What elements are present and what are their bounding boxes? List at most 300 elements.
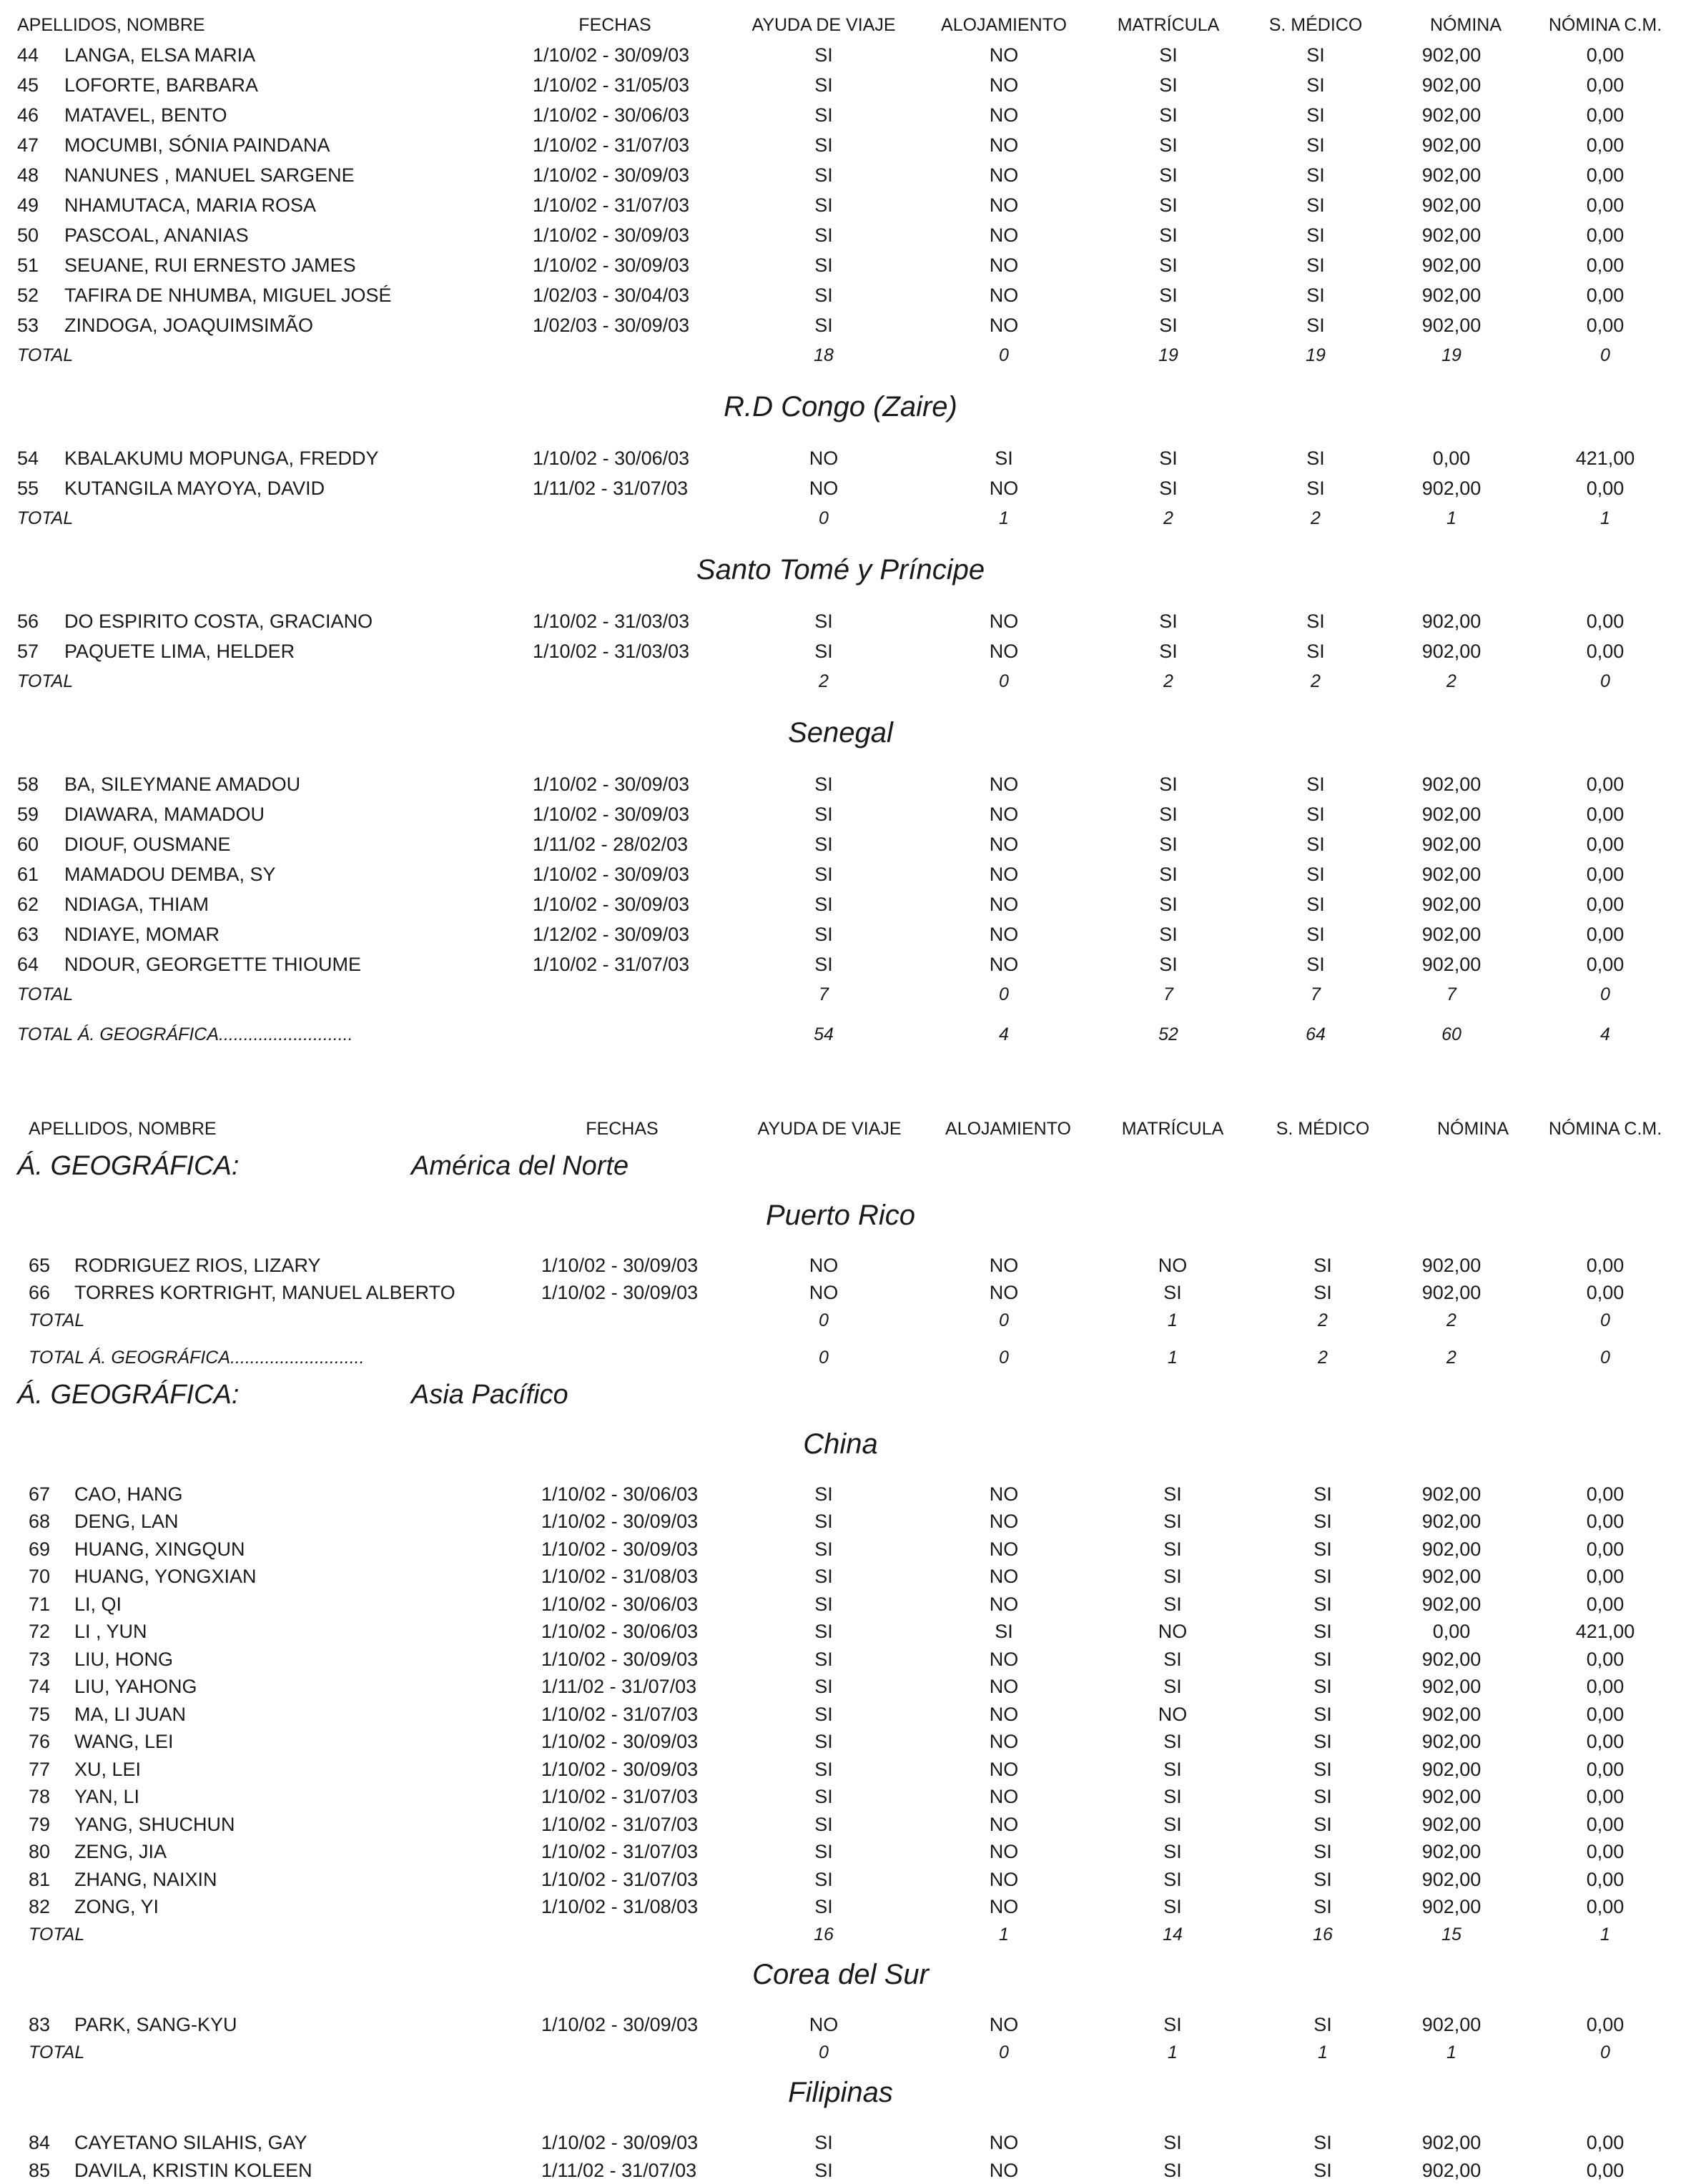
row-s-medico: SI	[1313, 1279, 1332, 1307]
table-row	[0, 1252, 1681, 1280]
row-nomina-cm: 0,00	[1587, 1591, 1625, 1619]
row-ayuda-de-viaje: SI	[814, 1701, 833, 1729]
row-number: 71	[29, 1591, 50, 1619]
row-alojamiento: NO	[990, 190, 1019, 220]
section-africa	[0, 10, 1681, 1049]
total-row-value: 14	[1163, 1921, 1183, 1949]
table-row	[0, 1701, 1681, 1729]
row-ayuda-de-viaje: SI	[814, 606, 833, 636]
row-name: HUANG, YONGXIAN	[74, 1563, 257, 1591]
row-s-medico: SI	[1306, 949, 1325, 979]
row-matricula: SI	[1159, 473, 1178, 503]
row-dates: 1/10/02 - 31/07/03	[541, 1811, 698, 1839]
area-heading	[0, 1143, 1681, 1189]
row-nomina-cm: 0,00	[1587, 859, 1625, 889]
table-row	[0, 280, 1681, 310]
row-ayuda-de-viaje: SI	[814, 1563, 833, 1591]
row-dates: 1/10/02 - 30/09/03	[533, 160, 689, 190]
row-nomina: 902,00	[1422, 1481, 1482, 1508]
row-nomina: 902,00	[1422, 1563, 1482, 1591]
row-nomina-cm: 0,00	[1587, 1838, 1625, 1866]
row-matricula: SI	[1159, 829, 1178, 859]
row-dates: 1/02/03 - 30/04/03	[533, 280, 689, 310]
row-ayuda-de-viaje: NO	[809, 443, 839, 473]
row-s-medico: SI	[1306, 250, 1325, 280]
row-matricula: SI	[1163, 1508, 1182, 1536]
table-row	[0, 1536, 1681, 1563]
row-number: 66	[29, 1279, 50, 1307]
row-nomina-cm: 0,00	[1587, 829, 1625, 859]
row-nomina-cm: 0,00	[1587, 100, 1625, 130]
row-alojamiento: NO	[990, 1279, 1019, 1307]
row-s-medico: SI	[1306, 829, 1325, 859]
row-matricula: SI	[1159, 889, 1178, 919]
row-s-medico: SI	[1313, 1783, 1332, 1811]
total-row-value: 0	[1600, 666, 1610, 696]
row-matricula: SI	[1163, 1591, 1182, 1619]
row-nomina: 902,00	[1422, 889, 1482, 919]
row-name: ZINDOGA, JOAQUIMSIMÃO	[64, 310, 313, 340]
table-row	[0, 636, 1681, 666]
row-nomina-cm: 0,00	[1587, 1811, 1625, 1839]
row-matricula: SI	[1163, 1563, 1182, 1591]
row-name: DIOUF, OUSMANE	[64, 829, 231, 859]
total-row-value: 2	[1311, 666, 1321, 696]
row-matricula: SI	[1163, 1838, 1182, 1866]
total-row-value: 0	[999, 666, 1009, 696]
row-number: 68	[29, 1508, 50, 1536]
row-s-medico: SI	[1313, 1618, 1332, 1646]
table-row	[0, 769, 1681, 799]
row-ayuda-de-viaje: SI	[814, 1481, 833, 1508]
table-row	[0, 1783, 1681, 1811]
total-row-value: 1	[1446, 503, 1456, 533]
row-ayuda-de-viaje: SI	[814, 1783, 833, 1811]
country-heading: Senegal	[0, 706, 1681, 759]
total-row-value: 1	[1168, 1307, 1178, 1335]
row-matricula: SI	[1159, 310, 1178, 340]
row-nomina: 902,00	[1422, 1673, 1482, 1701]
table-row	[0, 250, 1681, 280]
row-number: 59	[17, 799, 39, 829]
area-total-row-label: TOTAL Á. GEOGRÁFICA...........................	[29, 1344, 365, 1372]
row-s-medico: SI	[1313, 1646, 1332, 1674]
total-row-value: 0	[1600, 340, 1610, 370]
row-nomina-cm: 0,00	[1587, 190, 1625, 220]
row-dates: 1/10/02 - 31/07/03	[533, 190, 689, 220]
row-ayuda-de-viaje: SI	[814, 949, 833, 979]
row-number: 69	[29, 1536, 50, 1563]
row-alojamiento: NO	[990, 1756, 1019, 1784]
row-matricula: SI	[1163, 1866, 1182, 1894]
row-number: 49	[17, 190, 39, 220]
total-row	[0, 1921, 1681, 1949]
row-number: 76	[29, 1728, 50, 1756]
row-matricula: SI	[1163, 2129, 1182, 2157]
row-dates: 1/11/02 - 31/07/03	[541, 1673, 696, 1701]
row-name: CAYETANO SILAHIS, GAY	[74, 2129, 307, 2157]
row-nomina: 902,00	[1422, 1783, 1482, 1811]
area-total-row-value: 4	[999, 1019, 1009, 1049]
country-heading: Corea del Sur	[0, 1948, 1681, 2001]
row-nomina-cm: 0,00	[1587, 1701, 1625, 1729]
row-alojamiento: NO	[990, 1646, 1019, 1674]
row-ayuda-de-viaje: SI	[814, 636, 833, 666]
row-number: 74	[29, 1673, 50, 1701]
row-name: LANGA, ELSA MARIA	[64, 40, 255, 70]
row-s-medico: SI	[1313, 1591, 1332, 1619]
row-s-medico: SI	[1313, 1673, 1332, 1701]
row-dates: 1/10/02 - 30/09/03	[541, 2129, 698, 2157]
row-nomina: 902,00	[1422, 2129, 1482, 2157]
area-total-row-label: TOTAL Á. GEOGRÁFICA...........................	[17, 1019, 353, 1049]
total-row-value: 7	[1163, 979, 1173, 1009]
area-total-row-value: 0	[1600, 1344, 1610, 1372]
header-fechas: FECHAS	[586, 1115, 658, 1143]
row-dates: 1/10/02 - 31/07/03	[541, 1701, 698, 1729]
row-number: 51	[17, 250, 39, 280]
row-ayuda-de-viaje: SI	[814, 769, 833, 799]
row-nomina-cm: 0,00	[1587, 949, 1625, 979]
total-row-value: 0	[999, 340, 1009, 370]
row-nomina: 902,00	[1422, 1252, 1482, 1280]
row-matricula: SI	[1159, 160, 1178, 190]
row-matricula: SI	[1159, 443, 1178, 473]
country-heading: Filipinas	[0, 2066, 1681, 2119]
row-nomina: 902,00	[1422, 1728, 1482, 1756]
total-row-value: 1	[1168, 2039, 1178, 2067]
row-alojamiento: NO	[990, 829, 1019, 859]
row-s-medico: SI	[1313, 1252, 1332, 1280]
row-ayuda-de-viaje: SI	[814, 1618, 833, 1646]
total-row-value: 16	[814, 1921, 834, 1949]
row-alojamiento: NO	[990, 1481, 1019, 1508]
row-alojamiento: NO	[990, 1811, 1019, 1839]
row-dates: 1/10/02 - 30/09/03	[541, 1252, 698, 1280]
row-nomina: 902,00	[1422, 769, 1482, 799]
row-dates: 1/10/02 - 31/07/03	[541, 1783, 698, 1811]
row-nomina-cm: 0,00	[1587, 1756, 1625, 1784]
row-matricula: SI	[1163, 1728, 1182, 1756]
row-name: YAN, LI	[74, 1783, 139, 1811]
row-name: PARK, SANG-KYU	[74, 2011, 237, 2039]
row-ayuda-de-viaje: SI	[814, 1811, 833, 1839]
row-name: BA, SILEYMANE AMADOU	[64, 769, 300, 799]
row-alojamiento: NO	[990, 220, 1019, 250]
row-nomina-cm: 0,00	[1587, 919, 1625, 949]
table-row	[0, 1646, 1681, 1674]
row-matricula: SI	[1159, 220, 1178, 250]
row-dates: 1/10/02 - 30/09/03	[533, 250, 689, 280]
row-alojamiento: NO	[990, 1563, 1019, 1591]
area-heading	[0, 1372, 1681, 1418]
row-ayuda-de-viaje: SI	[814, 40, 833, 70]
row-nomina-cm: 0,00	[1587, 160, 1625, 190]
row-s-medico: SI	[1306, 190, 1325, 220]
row-name: MOCUMBI, SÓNIA PAINDANA	[64, 130, 330, 160]
row-matricula: NO	[1158, 1252, 1188, 1280]
row-ayuda-de-viaje: SI	[814, 1591, 833, 1619]
table-row	[0, 1673, 1681, 1701]
row-ayuda-de-viaje: SI	[814, 1893, 833, 1921]
row-ayuda-de-viaje: SI	[814, 859, 833, 889]
row-dates: 1/10/02 - 30/09/03	[541, 1279, 698, 1307]
row-nomina-cm: 0,00	[1587, 2129, 1625, 2157]
row-matricula: SI	[1163, 1279, 1182, 1307]
row-nomina-cm: 0,00	[1587, 1563, 1625, 1591]
table-row	[0, 1811, 1681, 1839]
row-number: 84	[29, 2129, 50, 2157]
row-nomina: 902,00	[1422, 70, 1482, 100]
row-dates: 1/10/02 - 30/09/03	[541, 1536, 698, 1563]
row-number: 73	[29, 1646, 50, 1674]
row-matricula: SI	[1159, 280, 1178, 310]
row-matricula: SI	[1163, 1893, 1182, 1921]
row-ayuda-de-viaje: NO	[809, 2011, 839, 2039]
row-ayuda-de-viaje: SI	[814, 190, 833, 220]
total-row-label: TOTAL	[17, 503, 73, 533]
row-nomina-cm: 0,00	[1587, 1279, 1625, 1307]
total-row-value: 18	[814, 340, 834, 370]
row-nomina-cm: 0,00	[1587, 2157, 1625, 2184]
section-america-asia	[0, 1115, 1681, 2184]
row-s-medico: SI	[1306, 40, 1325, 70]
row-nomina-cm: 0,00	[1587, 1536, 1625, 1563]
row-name: LI , YUN	[74, 1618, 147, 1646]
row-nomina: 902,00	[1422, 190, 1482, 220]
row-name: SEUANE, RUI ERNESTO JAMES	[64, 250, 356, 280]
row-matricula: SI	[1159, 100, 1178, 130]
area-total-row-value: 54	[814, 1019, 834, 1049]
row-nomina: 902,00	[1422, 1838, 1482, 1866]
row-number: 54	[17, 443, 39, 473]
row-name: DENG, LAN	[74, 1508, 179, 1536]
row-matricula: SI	[1163, 1536, 1182, 1563]
row-dates: 1/10/02 - 31/07/03	[533, 130, 689, 160]
row-ayuda-de-viaje: SI	[814, 1508, 833, 1536]
row-nomina: 902,00	[1422, 2157, 1482, 2184]
total-row-label: TOTAL	[29, 2039, 84, 2067]
total-row-value: 1	[1318, 2039, 1328, 2067]
row-nomina: 902,00	[1422, 130, 1482, 160]
row-dates: 1/10/02 - 31/05/03	[533, 70, 689, 100]
row-s-medico: SI	[1313, 1728, 1332, 1756]
row-dates: 1/10/02 - 30/09/03	[541, 1728, 698, 1756]
row-name: RODRIGUEZ RIOS, LIZARY	[74, 1252, 321, 1280]
total-row-label: TOTAL	[29, 1921, 84, 1949]
row-alojamiento: NO	[990, 769, 1019, 799]
row-nomina-cm: 0,00	[1587, 769, 1625, 799]
row-s-medico: SI	[1313, 1756, 1332, 1784]
row-nomina-cm: 0,00	[1587, 606, 1625, 636]
total-row-value: 0	[1600, 979, 1610, 1009]
area-total-row	[0, 1019, 1681, 1049]
row-matricula: SI	[1159, 250, 1178, 280]
row-matricula: SI	[1159, 130, 1178, 160]
area-total-row	[0, 1344, 1681, 1372]
table-row	[0, 859, 1681, 889]
row-nomina-cm: 0,00	[1587, 130, 1625, 160]
total-row-value: 2	[1446, 666, 1456, 696]
row-s-medico: SI	[1313, 2129, 1332, 2157]
row-s-medico: SI	[1306, 919, 1325, 949]
row-name: PAQUETE LIMA, HELDER	[64, 636, 295, 666]
row-alojamiento: NO	[990, 1728, 1019, 1756]
area-total-row-value: 0	[999, 1344, 1009, 1372]
row-name: DAVILA, KRISTIN KOLEEN	[74, 2157, 312, 2184]
row-dates: 1/10/02 - 30/06/03	[541, 1618, 698, 1646]
row-matricula: SI	[1159, 190, 1178, 220]
row-s-medico: SI	[1306, 160, 1325, 190]
row-nomina-cm: 0,00	[1587, 1508, 1625, 1536]
row-nomina: 902,00	[1422, 310, 1482, 340]
row-nomina-cm: 0,00	[1587, 1728, 1625, 1756]
total-row-label: TOTAL	[17, 979, 73, 1009]
row-ayuda-de-viaje: SI	[814, 250, 833, 280]
row-nomina-cm: 0,00	[1587, 250, 1625, 280]
header-alojamiento: ALOJAMIENTO	[945, 1115, 1071, 1143]
row-dates: 1/11/02 - 31/07/03	[533, 473, 688, 503]
row-matricula: SI	[1163, 2157, 1182, 2184]
row-number: 47	[17, 130, 39, 160]
row-s-medico: SI	[1306, 70, 1325, 100]
table-row	[0, 160, 1681, 190]
row-nomina-cm: 0,00	[1587, 40, 1625, 70]
total-row-label: TOTAL	[17, 340, 73, 370]
row-dates: 1/10/02 - 30/09/03	[533, 859, 689, 889]
row-dates: 1/11/02 - 31/07/03	[541, 2157, 696, 2184]
total-row-value: 1	[1600, 1921, 1610, 1949]
row-nomina-cm: 0,00	[1587, 473, 1625, 503]
row-alojamiento: NO	[990, 949, 1019, 979]
table-row	[0, 1508, 1681, 1536]
table-row	[0, 220, 1681, 250]
row-name: LI, QI	[74, 1591, 122, 1619]
header-s-medico: S. MÉDICO	[1269, 10, 1363, 40]
row-name: HUANG, XINGQUN	[74, 1536, 245, 1563]
row-ayuda-de-viaje: SI	[814, 1536, 833, 1563]
table-row	[0, 443, 1681, 473]
row-s-medico: SI	[1306, 889, 1325, 919]
row-alojamiento: SI	[995, 443, 1013, 473]
total-row-value: 19	[1306, 340, 1326, 370]
row-name: NHAMUTACA, MARIA ROSA	[64, 190, 316, 220]
row-alojamiento: NO	[990, 1673, 1019, 1701]
row-nomina-cm: 421,00	[1576, 443, 1635, 473]
row-nomina: 902,00	[1422, 40, 1482, 70]
row-nomina: 902,00	[1422, 250, 1482, 280]
total-row	[0, 503, 1681, 533]
total-row-value: 0	[1600, 2039, 1610, 2067]
row-alojamiento: NO	[990, 1252, 1019, 1280]
row-alojamiento: NO	[990, 799, 1019, 829]
row-alojamiento: NO	[990, 1838, 1019, 1866]
row-dates: 1/12/02 - 30/09/03	[533, 919, 689, 949]
row-matricula: SI	[1159, 919, 1178, 949]
total-row-value: 1	[999, 503, 1009, 533]
row-ayuda-de-viaje: SI	[814, 160, 833, 190]
row-ayuda-de-viaje: SI	[814, 70, 833, 100]
row-nomina-cm: 0,00	[1587, 220, 1625, 250]
table-row	[0, 2011, 1681, 2039]
row-nomina: 902,00	[1422, 1591, 1482, 1619]
row-number: 83	[29, 2011, 50, 2039]
row-nomina-cm: 0,00	[1587, 1481, 1625, 1508]
row-nomina-cm: 421,00	[1576, 1618, 1635, 1646]
area-total-row-value: 0	[819, 1344, 829, 1372]
row-name: NDIAGA, THIAM	[64, 889, 209, 919]
total-row-value: 2	[1311, 503, 1321, 533]
row-number: 55	[17, 473, 39, 503]
row-s-medico: SI	[1306, 606, 1325, 636]
row-s-medico: SI	[1313, 1811, 1332, 1839]
row-name: WANG, LEI	[74, 1728, 174, 1756]
row-name: DIAWARA, MAMADOU	[64, 799, 265, 829]
table-row	[0, 1838, 1681, 1866]
row-matricula: SI	[1159, 636, 1178, 666]
row-ayuda-de-viaje: SI	[814, 130, 833, 160]
row-matricula: SI	[1163, 1646, 1182, 1674]
total-row-value: 7	[819, 979, 829, 1009]
country-heading: Puerto Rico	[0, 1189, 1681, 1242]
row-nomina: 902,00	[1422, 1536, 1482, 1563]
row-matricula: SI	[1163, 1783, 1182, 1811]
header-nomina: NÓMINA	[1430, 10, 1502, 40]
row-ayuda-de-viaje: NO	[809, 1252, 839, 1280]
total-row-value: 2	[819, 666, 829, 696]
total-row-value: 0	[999, 2039, 1009, 2067]
header-ayuda-de-viaje: AYUDA DE VIAJE	[758, 1115, 902, 1143]
row-name: CAO, HANG	[74, 1481, 183, 1508]
total-row-value: 2	[1318, 1307, 1328, 1335]
row-name: DO ESPIRITO COSTA, GRACIANO	[64, 606, 373, 636]
row-number: 63	[17, 919, 39, 949]
row-nomina: 902,00	[1422, 949, 1482, 979]
row-nomina-cm: 0,00	[1587, 1866, 1625, 1894]
row-s-medico: SI	[1313, 1838, 1332, 1866]
row-matricula: SI	[1159, 606, 1178, 636]
row-name: ZHANG, NAIXIN	[74, 1866, 217, 1894]
row-nomina-cm: 0,00	[1587, 1783, 1625, 1811]
header-nomina: NÓMINA	[1437, 1115, 1509, 1143]
row-alojamiento: NO	[990, 40, 1019, 70]
row-s-medico: SI	[1313, 2157, 1332, 2184]
table-row	[0, 1591, 1681, 1619]
table-row	[0, 1618, 1681, 1646]
column-header-row	[0, 10, 1681, 40]
country-heading: Santo Tomé y Príncipe	[0, 543, 1681, 596]
total-row-value: 1	[1446, 2039, 1456, 2067]
row-nomina-cm: 0,00	[1587, 2011, 1625, 2039]
row-number: 60	[17, 829, 39, 859]
row-number: 52	[17, 280, 39, 310]
row-name: ZENG, JIA	[74, 1838, 167, 1866]
row-nomina: 0,00	[1433, 443, 1471, 473]
row-nomina: 902,00	[1422, 220, 1482, 250]
row-nomina: 902,00	[1422, 1866, 1482, 1894]
row-number: 78	[29, 1783, 50, 1811]
total-row-value: 1	[999, 1921, 1009, 1949]
row-dates: 1/10/02 - 30/06/03	[533, 443, 689, 473]
row-dates: 1/10/02 - 30/06/03	[541, 1591, 698, 1619]
total-row-value: 0	[819, 1307, 829, 1335]
row-s-medico: SI	[1306, 100, 1325, 130]
row-name: KUTANGILA MAYOYA, DAVID	[64, 473, 325, 503]
row-name: ZONG, YI	[74, 1893, 159, 1921]
row-dates: 1/10/02 - 31/08/03	[541, 1563, 698, 1591]
row-s-medico: SI	[1306, 220, 1325, 250]
row-name: MATAVEL, BENTO	[64, 100, 227, 130]
